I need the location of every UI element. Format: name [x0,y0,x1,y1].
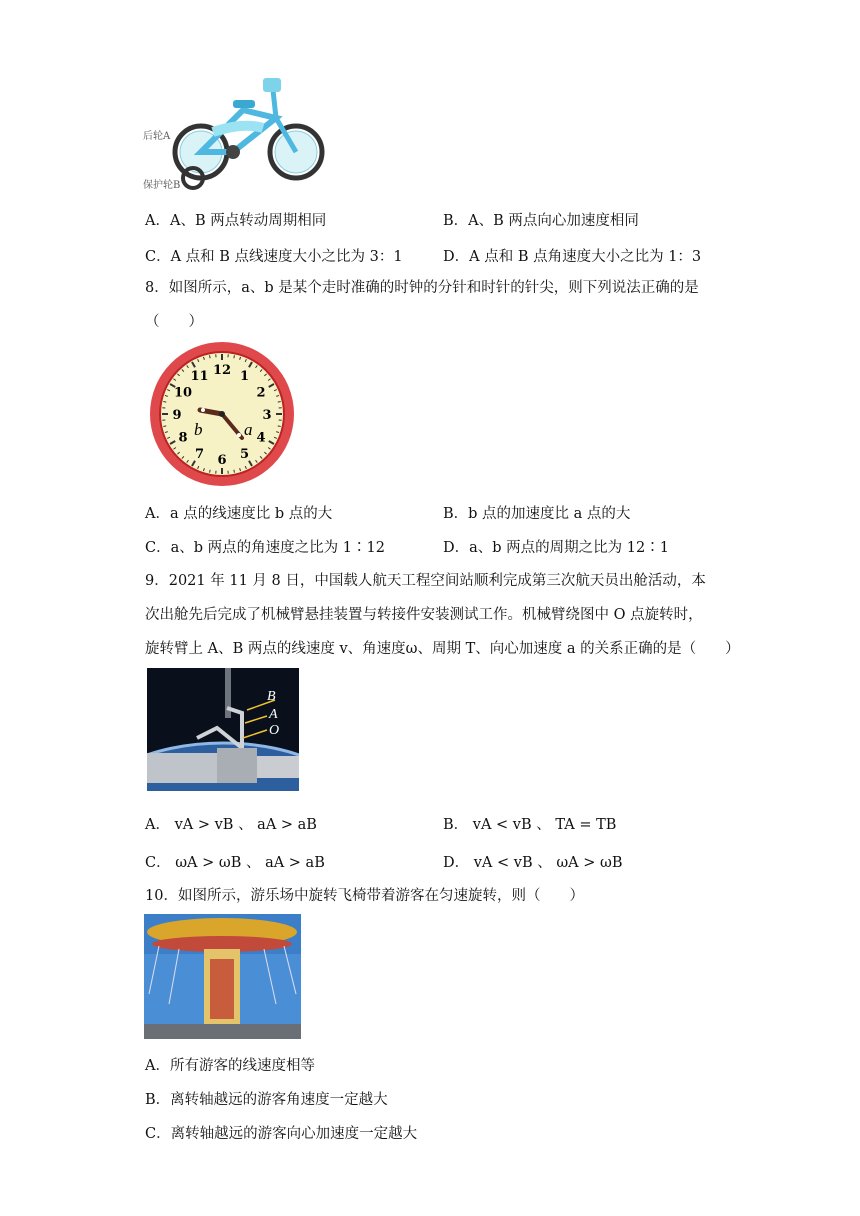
arm-label-o: O [269,723,280,738]
clock-number: 12 [212,363,232,378]
clock-number: 6 [217,453,227,468]
swing-ride-figure [144,914,301,1039]
q10-option-c: C．离转轴越远的游客向心加速度一定越大 [145,1126,418,1142]
clock-tick [234,355,235,358]
q10-stem: 10．如图所示，游乐场中旋转飞椅带着游客在匀速旋转，则（ ） [145,888,584,904]
q8-stem: 8．如图所示，a、b 是某个走时准确的时钟的分针和时针的针尖，则下列说法正确的是 [145,280,699,296]
clock-number: 5 [239,446,250,462]
clock-tick [278,402,281,403]
q9-option-c: C． ωA > ωB 、 aA > aB [145,855,325,871]
q7-option-c: C．A 点和 B 点线速度大小之比为 3：1 [145,249,403,265]
q8-option-a: A．a 点的线速度比 b 点的大 [145,506,333,522]
clock-tick [234,470,235,473]
q9-option-b: B． vA < vB 、 TA = TB [443,817,617,833]
q9-option-d: D． vA < vB 、 ωA > ωB [443,855,623,871]
clock-number: 9 [172,408,182,423]
clock-label-a: a [244,420,253,439]
clock-tick [163,402,166,403]
q9-stem-line3: 旋转臂上 A、B 两点的线速度 v、角速度ω、周期 T、向心加速度 a 的关系正确的是（ ） [145,641,740,657]
rear-wheel-label: 后轮A [143,131,171,142]
robot-arm-figure [147,668,299,791]
clock-number: 10 [173,385,193,401]
q7-option-a: A．A、B 两点转动周期相同 [145,213,327,229]
clock-tick [210,470,211,473]
arm-label-b: B [267,689,276,704]
clock-tick [210,355,211,358]
q7-option-d: D．A 点和 B 点角速度大小之比为 1：3 [443,249,702,265]
q8-option-d: D．a、b 两点的周期之比为 12∶1 [443,540,669,556]
clock-tick [163,426,166,427]
swing-ride-illustration [144,914,301,1039]
clock-label-b: b [194,420,203,439]
guard-wheel-label: 保护轮B [143,180,181,191]
q10-option-a: A．所有游客的线速度相等 [145,1058,315,1074]
q8-option-c: C．a、b 两点的角速度之比为 1∶12 [145,540,385,556]
arm-label-a: A [269,707,278,722]
q9-option-a: A． vA > vB 、 aA > aB [145,817,317,833]
clock-tick [278,426,281,427]
clock-number: 7 [194,446,205,462]
robot-arm-illustration [147,668,299,791]
bicycle-figure [143,70,328,195]
clock-number: 4 [256,430,266,446]
clock-figure [146,340,298,488]
q9-stem-line2: 次出舱先后完成了机械臂悬挂装置与转接件安装测试工作。机械臂绕图中 O 点旋转时， [145,607,703,623]
clock-number: 8 [178,430,188,446]
clock-number: 11 [190,369,209,385]
clock-number: 1 [239,369,250,385]
q8-option-b: B．b 点的加速度比 a 点的大 [443,506,631,522]
q9-stem-line1: 9．2021 年 11 月 8 日，中国载人航天工程空间站顺利完成第三次航天员出舱活动，本 [145,573,706,589]
q7-option-b: B．A、B 两点向心加速度相同 [443,213,639,229]
clock-number: 2 [256,385,266,401]
q10-option-b: B．离转轴越远的游客角速度一定越大 [145,1092,388,1108]
q8-stem-paren: （ ） [145,314,203,330]
clock-number: 3 [262,408,272,423]
clock-illustration [146,340,298,488]
